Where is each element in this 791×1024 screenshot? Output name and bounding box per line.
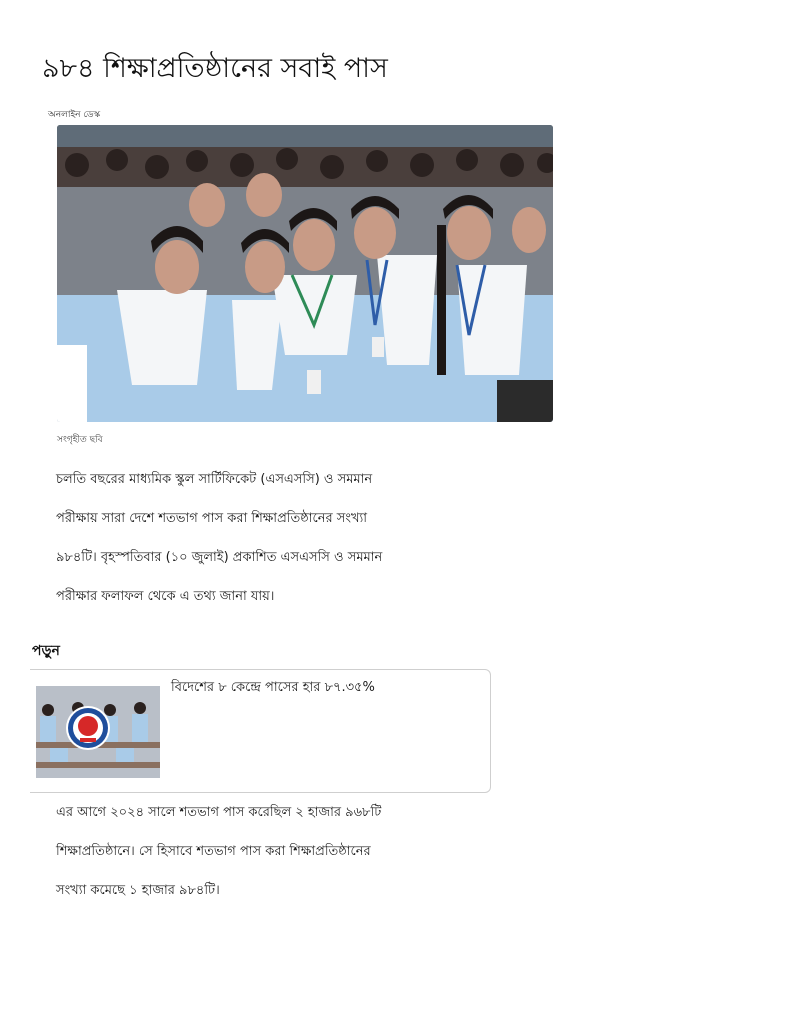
paragraph-line: চলতি বছরের মাধ্যমিক স্কুল সার্টিফিকেট (এসএসসি) ও সমমান <box>56 472 373 487</box>
related-article-thumbnail[interactable] <box>36 686 160 778</box>
related-article-card[interactable] <box>30 669 491 793</box>
article-hero-image <box>57 125 553 422</box>
article-paragraph-2 <box>56 793 381 910</box>
image-caption: সংগৃহীত ছবি <box>57 435 103 445</box>
students-celebrating-photo <box>57 125 553 422</box>
exam-hall-photo <box>36 686 160 778</box>
paragraph-line: সংখ্যা কমেছে ১ হাজার ৯৮৪টি। <box>56 883 220 898</box>
article-paragraph-1 <box>56 460 382 616</box>
paragraph-line: ৯৮৪টি। বৃহস্পতিবার (১০ জুলাই) প্রকাশিত এসএসসি ও সমমান <box>56 550 383 565</box>
article-byline[interactable]: অনলাইন ডেস্ক <box>48 110 101 120</box>
paragraph-line: পরীক্ষার ফলাফল থেকে এ তথ্য জানা যায়। <box>56 589 275 604</box>
paragraph-line: পরীক্ষায় সারা দেশে শতভাগ পাস করা শিক্ষাপ্রতিষ্ঠানের সংখ্যা <box>56 511 368 526</box>
article-headline: ৯৮৪ শিক্ষাপ্রতিষ্ঠানের সবাই পাস <box>42 53 388 84</box>
paragraph-line: এর আগে ২০২৪ সালে শতভাগ পাস করেছিল ২ হাজার ৯৬৮টি <box>56 805 382 820</box>
paragraph-line: শিক্ষাপ্রতিষ্ঠানে। সে হিসাবে শতভাগ পাস করা শিক্ষাপ্রতিষ্ঠানের <box>56 844 371 859</box>
read-more-label: পড়ুন <box>32 643 60 659</box>
related-article-title[interactable]: বিদেশের ৮ কেন্দ্রে পাসের হার ৮৭.৩৫% <box>171 680 375 695</box>
